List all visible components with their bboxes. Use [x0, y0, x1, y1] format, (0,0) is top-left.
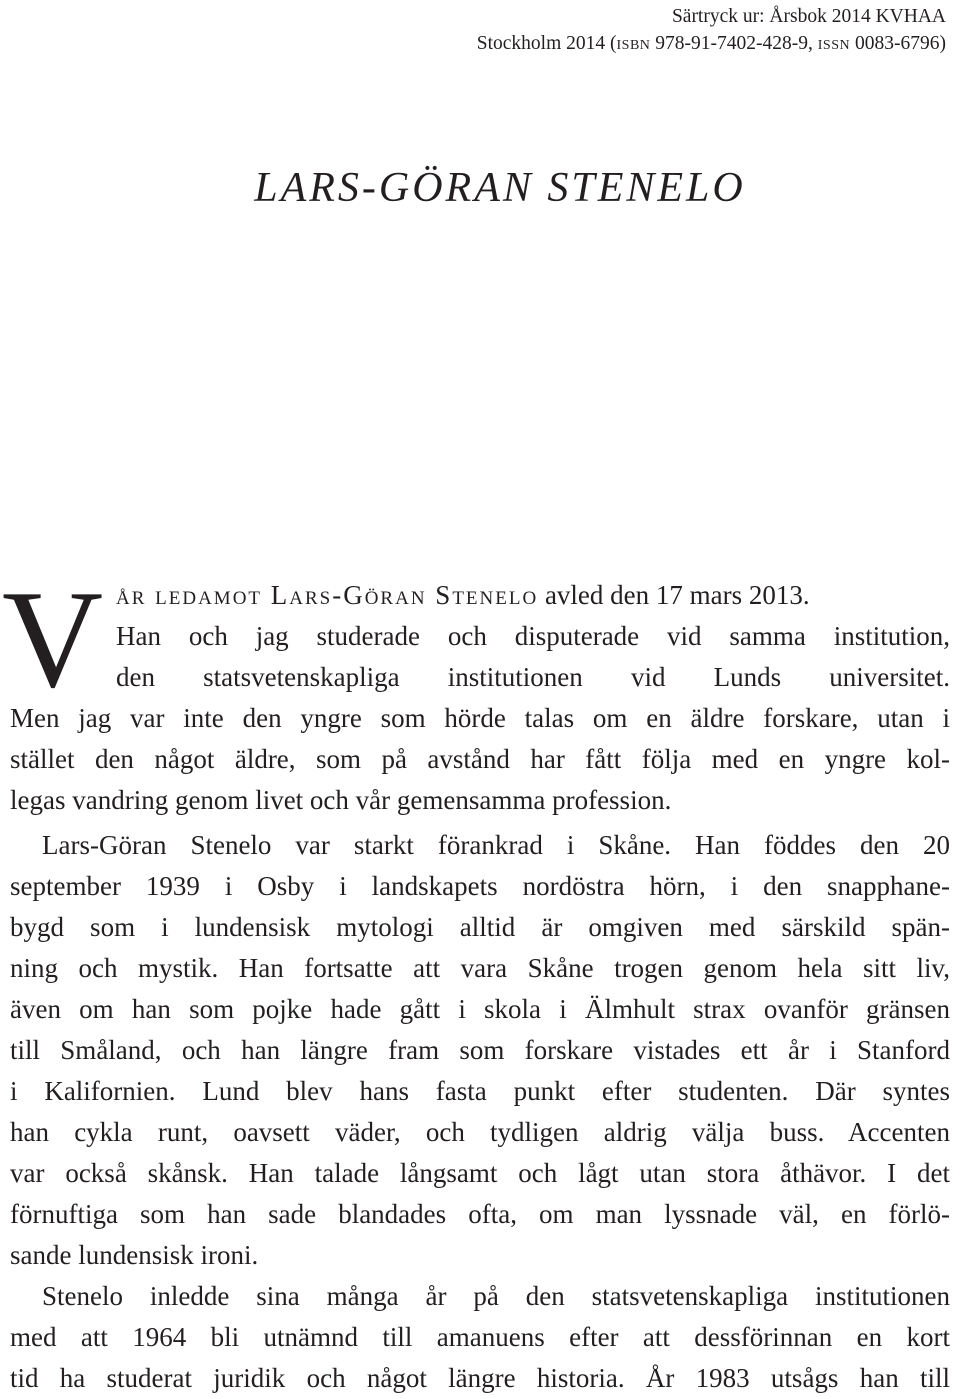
intro-lines: [116, 575, 950, 698]
paragraph-2-line: september 1939 i Osby i landskapets nordöstra hörn, i den snapphane-: [10, 871, 950, 901]
paragraph-1: [10, 698, 950, 821]
issn-number: 0083-6796): [850, 33, 946, 54]
paragraph-3-line: tid ha studerat juridik och något längre historia. År 1983 utsågs han till: [10, 1363, 950, 1393]
paragraph-2-line: sande lundensisk ironi.: [10, 1240, 259, 1270]
intro-line-1-rest: avled den 17 mars 2013.: [538, 580, 810, 610]
paragraph-1-line: stället den något äldre, som på avstånd har fått följa med en yngre kol-: [10, 744, 950, 774]
offprint-header: [477, 0, 946, 57]
issn-label: issn: [817, 33, 851, 54]
paragraph-2: [10, 825, 950, 1276]
intro-line-3: den statsvetenskapliga institutionen vid Lunds universitet.: [116, 662, 950, 692]
intro-line-2: Han och jag studerade och disputerade vid samma institution,: [116, 621, 950, 651]
drop-cap: V: [2, 562, 104, 717]
paragraph-2-line: bygd som i lundensisk mytologi alltid är omgiven med särskild spän-: [10, 912, 950, 942]
isbn-label: isbn: [616, 33, 651, 54]
intro-line-1: [116, 575, 950, 616]
paragraph-2-line: Lars-Göran Stenelo var starkt förankrad i Skåne. Han föddes den 20: [42, 830, 950, 860]
paragraph-1-line: Men jag var inte den yngre som hörde talas om en äldre forskare, utan i: [10, 703, 950, 733]
paragraph-3-line: Stenelo inledde sina många år på den statsvetenskapliga institutionen: [42, 1281, 950, 1311]
offprint-source-line: Särtryck ur: Årsbok 2014 KVHAA: [671, 6, 946, 27]
paragraph-2-line: även om han som pojke hade gått i skola i Älmhult strax ovanför gränsen: [10, 994, 950, 1024]
paragraph-3-line: med att 1964 bli utnämnd till amanuens efter att dessförinnan en kort: [10, 1322, 950, 1352]
article-title: LARS-GÖRAN STENELO: [254, 165, 746, 211]
paragraph-2-line: förnuftiga som han sade blandades ofta, om man lyssnade väl, en förlö-: [10, 1199, 950, 1229]
paragraph-1-line: legas vandring genom livet och vår gemensamma profession.: [10, 785, 672, 815]
offprint-publication-line: [477, 30, 946, 57]
paragraph-2-line: ning och mystik. Han fortsatte att vara Skåne trogen genom hela sitt liv,: [10, 953, 950, 983]
paragraph-3: [10, 1276, 950, 1399]
publication-place-year: Stockholm 2014 (: [476, 33, 617, 54]
intro-lead-smallcaps: år ledamot Lars-Göran Stenelo: [116, 580, 539, 610]
paragraph-2-line: var också skånsk. Han talade långsamt och lågt utan stora åthävor. I det: [10, 1158, 950, 1188]
isbn-number: 978-91-7402-428-9,: [650, 33, 818, 54]
paragraph-2-line: i Kalifornien. Lund blev hans fasta punkt efter studenten. Där syntes: [10, 1076, 950, 1106]
paragraph-2-line: till Småland, och han längre fram som forskare vistades ett år i Stanford: [10, 1035, 950, 1065]
paragraph-2-line: han cykla runt, oavsett väder, och tydligen aldrig välja buss. Accenten: [10, 1117, 950, 1147]
